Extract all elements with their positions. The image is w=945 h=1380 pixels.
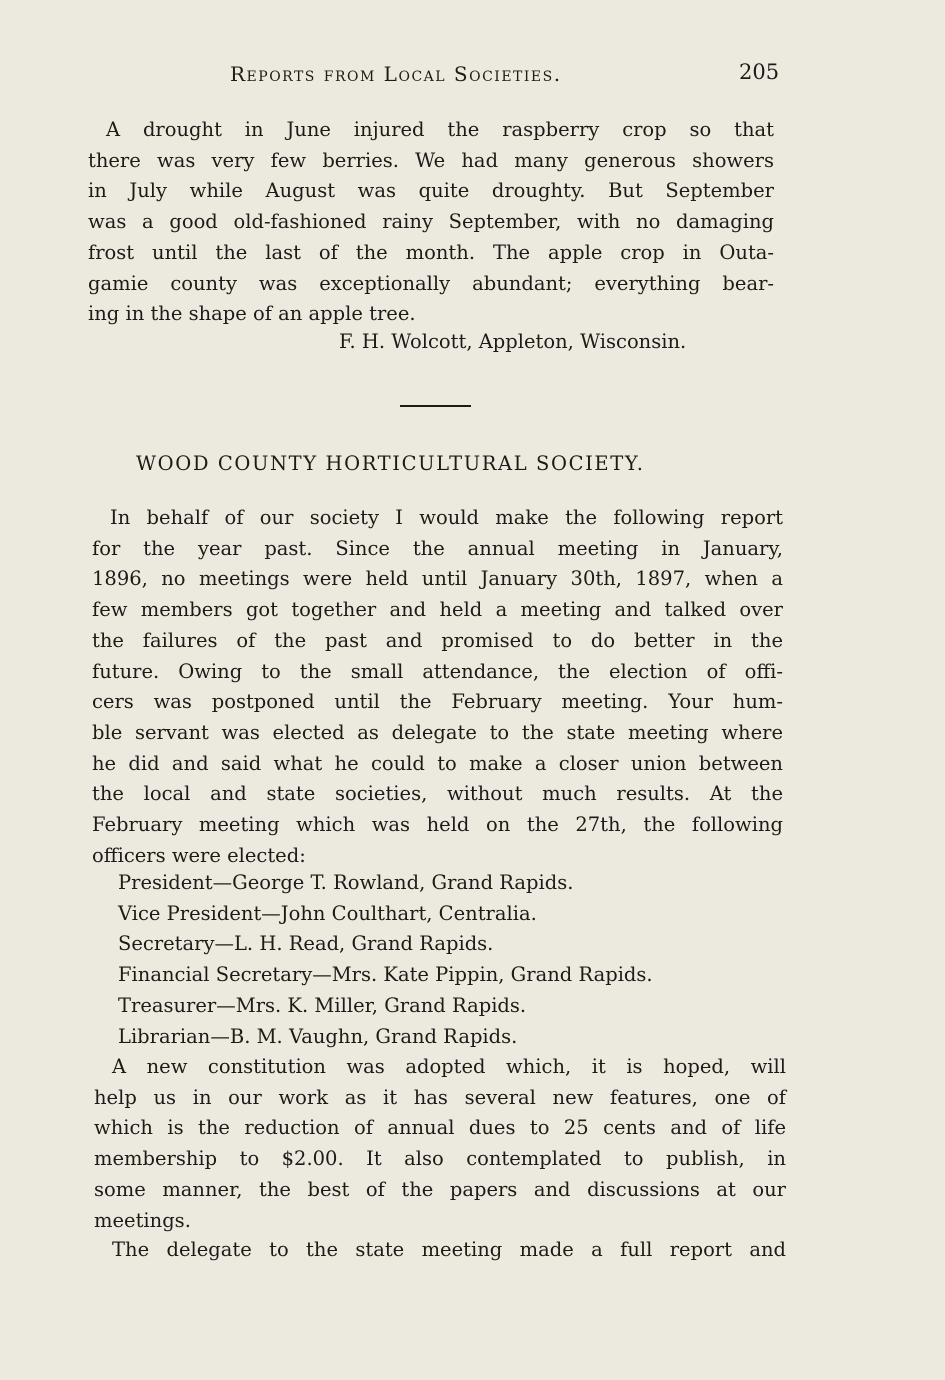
- text-line: A new constitution was adopted which, it is hoped, will: [112, 1055, 786, 1078]
- text-line: was a good old-fashioned rainy September, with no damaging: [88, 210, 774, 234]
- paragraph-fruit-report: [88, 115, 774, 330]
- text-line: gamie county was exceptionally abundant; everything bear-: [88, 271, 774, 295]
- text-line: ble servant was elected as delegate to the state meeting where: [92, 720, 783, 744]
- text-line: future. Owing to the small attendance, the election of offi-: [92, 659, 783, 683]
- text-line: February meeting which was held on the 27th, the following: [92, 813, 783, 837]
- text-line: there was very few berries. We had many generous showers: [88, 148, 774, 172]
- running-head-title: Reports from Local Societies.: [230, 62, 562, 86]
- report-wood-county-constitution: [94, 1052, 786, 1236]
- paragraph-intro: [92, 503, 783, 871]
- paragraph-constitution: [94, 1052, 786, 1236]
- text-line: cers was postponed until the February meeting. Your hum-: [92, 690, 783, 714]
- text-line: for the year past. Since the annual meeting in January,: [92, 536, 783, 560]
- paragraph-delegate: [94, 1235, 786, 1266]
- text-line: 1896, no meetings were held until January 30th, 1897, when a: [92, 567, 783, 591]
- report-wood-county-delegate: [94, 1235, 786, 1266]
- officer-financial-secretary: Financial Secretary—Mrs. Kate Pippin, Grand Rapids.: [118, 963, 653, 987]
- page-number: 205: [739, 60, 780, 84]
- officer-librarian: Librarian—B. M. Vaughn, Grand Rapids.: [118, 1024, 518, 1048]
- text-line: In behalf of our society I would make the following report: [110, 506, 783, 529]
- text-line: frost until the last of the month. The apple crop in Outa-: [88, 240, 774, 264]
- text-line: few members got together and held a meeting and talked over: [92, 598, 783, 622]
- text-line: meetings.: [94, 1208, 191, 1232]
- text-line: ing in the shape of an apple tree.: [88, 302, 416, 326]
- officer-secretary: Secretary—L. H. Read, Grand Rapids.: [118, 932, 494, 956]
- report-wood-county-intro: [92, 503, 783, 871]
- officer-president: President—George T. Rowland, Grand Rapids.: [118, 871, 574, 894]
- text-line: the failures of the past and promised to do better in the: [92, 628, 783, 652]
- text-line: the local and state societies, without much results. At the: [92, 782, 783, 806]
- text-line: in July while August was quite droughty. But September: [88, 179, 774, 203]
- text-line: The delegate to the state meeting made a full report and: [112, 1238, 786, 1261]
- signature-wolcott: F. H. Wolcott, Appleton, Wisconsin.: [339, 330, 687, 353]
- text-line: help us in our work as it has several new features, one of: [94, 1085, 786, 1109]
- officer-treasurer: Treasurer—Mrs. K. Miller, Grand Rapids.: [118, 993, 527, 1017]
- report-wolcott: [88, 115, 774, 330]
- text-line: officers were elected:: [92, 843, 306, 867]
- text-line: he did and said what he could to make a closer union between: [92, 751, 783, 775]
- section-divider: [400, 405, 471, 407]
- officer-vice-president: Vice President—John Coulthart, Centralia.: [118, 901, 537, 925]
- running-head: [0, 58, 945, 94]
- officers-list: [118, 868, 778, 1052]
- text-line: membership to $2.00. It also contemplated to publish, in: [94, 1147, 786, 1171]
- text-line: some manner, the best of the papers and discussions at our: [94, 1177, 786, 1201]
- section-title: WOOD COUNTY HORTICULTURAL SOCIETY.: [136, 452, 645, 475]
- text-line: A drought in June injured the raspberry crop so that: [106, 118, 774, 141]
- text-line: which is the reduction of annual dues to 25 cents and of life: [94, 1116, 786, 1140]
